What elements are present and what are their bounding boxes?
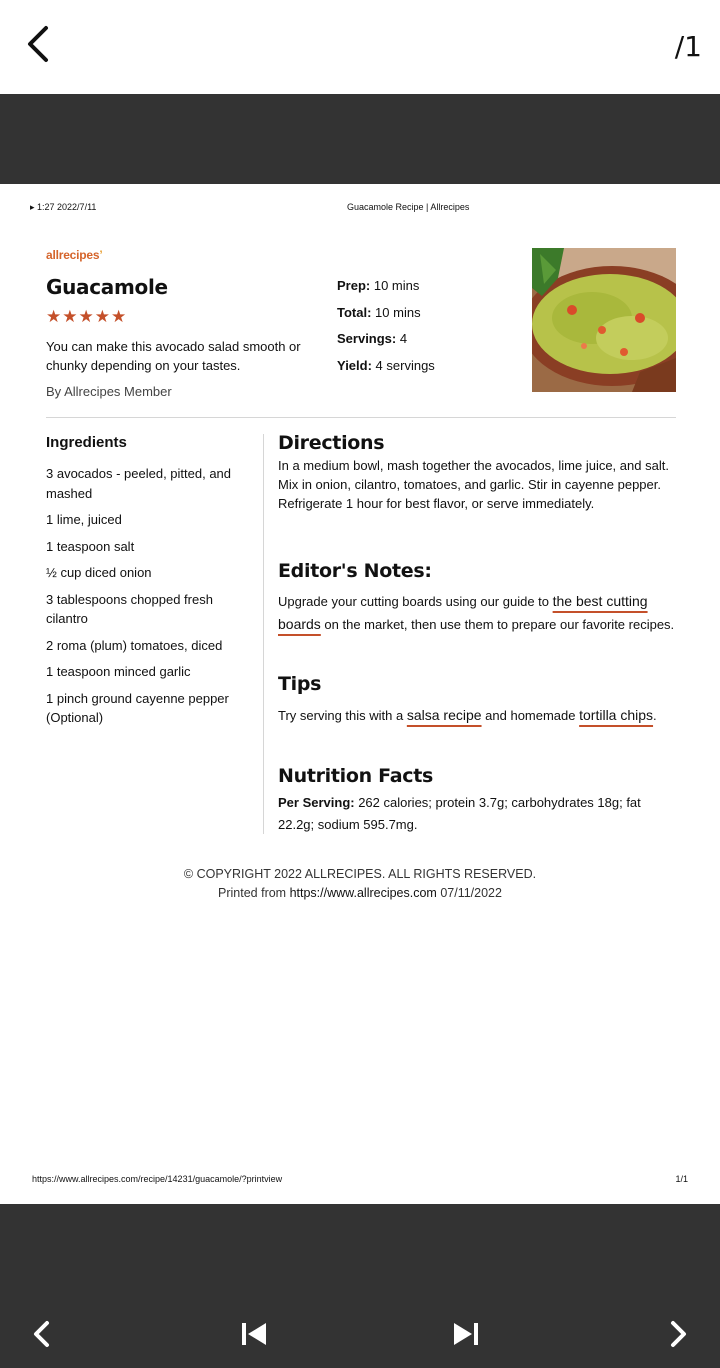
total-label: Total: <box>337 304 372 320</box>
ingredient-item: 1 pinch ground cayenne pepper (Optional) <box>46 690 229 725</box>
meta-prep <box>337 278 435 305</box>
rating-stars: ★★★★★ <box>46 307 128 326</box>
column-divider <box>263 434 264 834</box>
logo-text: allrecipes <box>46 248 100 262</box>
ingredients-list <box>46 464 251 735</box>
directions-text: In a medium bowl, mash together the avocados, lime juice, and salt. Mix in onion, cilantro, tomatoes, and garlic. Stir in cayenne pepper. Refrigerate 1 hour for best flavor, or serve immediately. <box>278 458 669 511</box>
first-page-skip-first-icon[interactable] <box>234 1314 274 1354</box>
editors-notes-pre: Upgrade your cutting boards using our guide to <box>278 594 553 609</box>
servings-value: 4 <box>399 331 408 346</box>
meta-servings <box>337 331 435 358</box>
recipe-summary: You can make this avocado salad smooth or chunky depending on your tastes. <box>46 339 301 373</box>
next-page-chevron-right-icon[interactable] <box>658 1314 698 1354</box>
ingredient-item: 1 teaspoon minced garlic <box>46 664 191 679</box>
nutrition-section <box>278 765 678 836</box>
page-indicator: /1 <box>674 30 702 63</box>
last-page-skip-last-icon[interactable] <box>446 1314 486 1354</box>
printed-date: 07/11/2022 <box>436 886 502 900</box>
tortilla-chips-link[interactable]: tortilla chips <box>579 707 654 723</box>
bottom-nav-bar <box>0 1204 720 1368</box>
total-value: 10 mins <box>375 304 421 320</box>
copyright-text: © COPYRIGHT 2022 ALLRECIPES. ALL RIGHTS RESERVED. <box>183 867 537 881</box>
printed-from <box>0 884 720 903</box>
yield-value: 4 servings <box>375 357 435 373</box>
yield-label: Yield: <box>337 357 372 373</box>
tips-mid: and homemade <box>481 708 580 723</box>
print-footer-page: 1/1 <box>675 1174 688 1184</box>
prep-label: Prep: <box>337 278 371 293</box>
tips-text <box>278 703 658 728</box>
back-chevron-left-icon[interactable] <box>18 22 62 66</box>
tips-section <box>278 673 678 728</box>
copyright-footer <box>0 865 720 903</box>
cutting-boards-link[interactable]: the best cutting boards <box>278 593 648 632</box>
nutrition-title: Nutrition Facts <box>278 765 434 787</box>
recipe-author: By Allrecipes Member <box>46 384 172 399</box>
meta-yield <box>337 358 435 385</box>
ingredient-item: ½ cup diced onion <box>46 565 152 580</box>
meta-total <box>337 305 435 332</box>
editors-notes-title: Editor's Notes: <box>278 560 432 582</box>
ingredient-item: 3 tablespoons chopped fresh cilantro <box>46 591 213 626</box>
spoon-icon: ’ <box>99 248 103 262</box>
salsa-recipe-link[interactable]: salsa recipe <box>406 707 482 723</box>
guacamole-photo <box>532 248 676 392</box>
directions-title: Directions <box>278 432 385 454</box>
tips-post: . <box>653 708 657 723</box>
ingredient-item: 1 lime, juiced <box>46 512 122 527</box>
allrecipes-logo <box>46 248 103 262</box>
ingredient-item: 2 roma (plum) tomatoes, diced <box>46 637 223 653</box>
printed-url: https://www.allrecipes.com <box>289 886 437 900</box>
ingredient-item: 3 avocados - peeled, pitted, and mashed <box>46 466 232 501</box>
printed-from-label: Printed from <box>218 886 290 900</box>
tips-pre: Try serving this with a <box>278 708 407 723</box>
recipe-title: Guacamole <box>46 275 168 299</box>
print-footer-url: https://www.allrecipes.com/recipe/14231/guacamole/?printview <box>32 1174 283 1184</box>
nutrition-label: Per Serving: <box>278 795 355 810</box>
print-header-time: ▸ 1:27 2022/7/11 <box>30 202 97 212</box>
editors-notes-section <box>278 560 678 636</box>
viewer-top-band <box>0 94 720 184</box>
top-app-bar <box>0 0 720 94</box>
ingredients-title: Ingredients <box>46 434 127 451</box>
print-page <box>0 184 720 1204</box>
servings-label: Servings: <box>337 331 397 346</box>
recipe-meta <box>337 278 435 384</box>
print-header-title: Guacamole Recipe | Allrecipes <box>347 202 470 212</box>
editors-notes-text <box>278 590 676 636</box>
nutrition-values: 262 calories; protein 3.7g; carbohydrates 18g; fat 22.2g; sodium 595.7mg. <box>278 795 641 832</box>
editors-notes-post: on the market, then use them to prepare our favorite recipes. <box>320 617 675 632</box>
prev-page-chevron-left-icon[interactable] <box>22 1314 62 1354</box>
header-divider <box>46 417 676 418</box>
nutrition-text <box>278 792 663 836</box>
directions-section <box>278 432 678 513</box>
ingredient-item: 1 teaspoon salt <box>46 538 135 554</box>
tips-title: Tips <box>278 673 322 695</box>
prep-value: 10 mins <box>373 278 420 293</box>
